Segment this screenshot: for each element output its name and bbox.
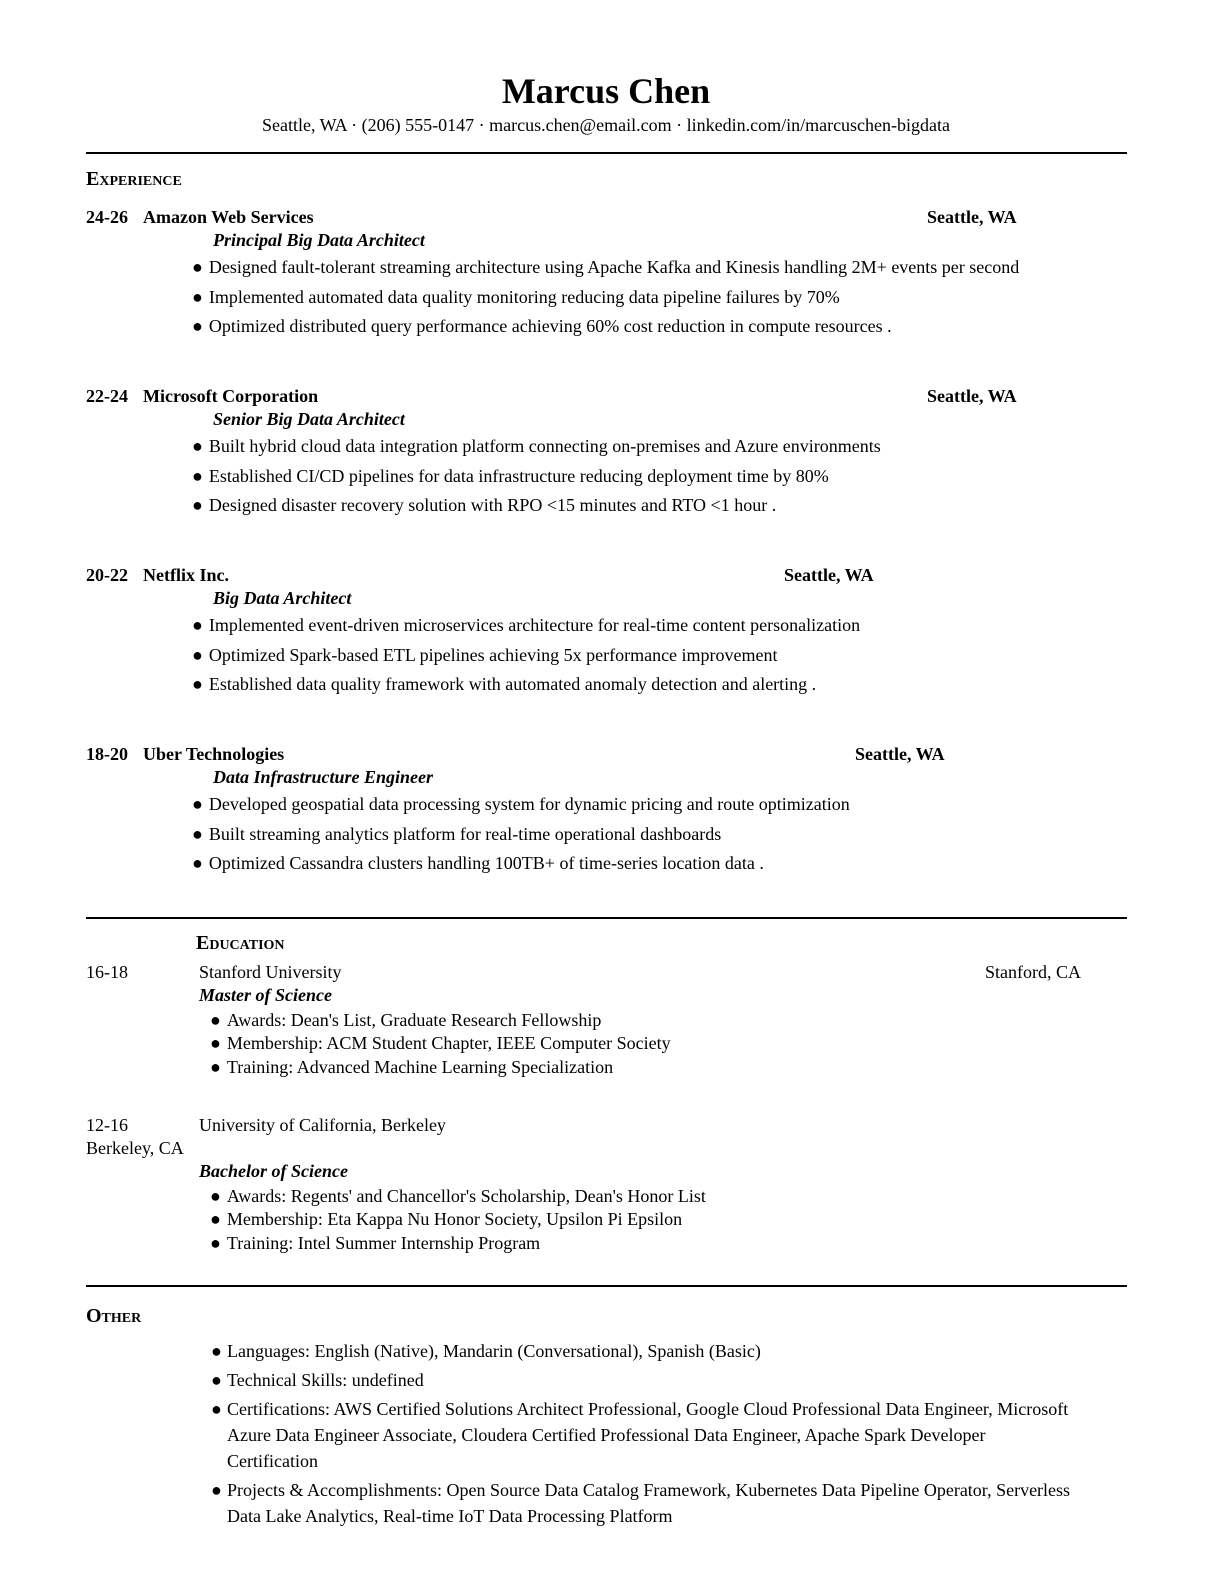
job-location: Seattle, WA [855,744,945,764]
divider [86,152,1127,154]
education-degree: Master of Science [199,985,332,1005]
education-location: Berkeley, CA [86,1138,184,1158]
bullet-icon: ● [210,1232,221,1253]
bullet-icon: ● [192,286,203,307]
bullet-icon: ● [211,1370,222,1390]
job-bullets [192,615,860,704]
bullet-icon: ● [192,495,203,515]
job-role: Senior Big Data Architect [213,409,405,429]
job-bullets [192,257,1019,346]
other-item: ● Languages: English (Native), Mandarin (Conversational), Spanish (Basic) [211,1338,1077,1364]
education-location: Stanford, CA [985,962,1081,982]
education-school: Stanford University [199,962,342,982]
divider [86,917,1127,919]
job-company: Microsoft Corporation [143,386,319,406]
bullet-item: ● Training: Advanced Machine Learning Specialization [210,1056,614,1077]
other-item: ● Projects & Accomplishments: Open Source Data Catalog Framework, Kubernetes Data Pipeline Operator, Serverless Data Lake Analytics, Real-time IoT Data Processing Platform [211,1477,1077,1529]
job-role: Data Infrastructure Engineer [213,767,434,787]
bullet-icon: ● [210,1033,221,1054]
bullet-item: ● Optimized Spark-based ETL pipelines achieving 5x performance improvement [192,644,778,665]
education-school: University of California, Berkeley [199,1115,446,1135]
bullet-icon: ● [210,1056,221,1077]
bullet-icon: ● [210,1186,221,1206]
bullet-icon: ● [192,257,203,277]
bullet-item: ● Established data quality framework with automated anomaly detection and alerting . [192,674,817,694]
other-heading: Other [86,1305,142,1327]
bullet-item: ● Training: Intel Summer Internship Program [210,1232,541,1253]
bullet-icon: ● [192,436,203,456]
education-years: 16-18 [86,962,128,982]
education-bullets [210,1010,671,1080]
bullet-icon: ● [192,465,203,486]
candidate-name: Marcus Chen [501,71,711,111]
job-location: Seattle, WA [784,565,874,585]
job-location: Seattle, WA [927,386,1017,406]
bullet-item: ● Membership: Eta Kappa Nu Honor Society, Upsilon Pi Epsilon [210,1209,683,1230]
job-years: 20-22 [86,565,128,585]
bullet-icon: ● [211,1399,222,1419]
bullet-item: ● Awards: Regents' and Chancellor's Scholarship, Dean's Honor List [210,1186,706,1206]
bullet-icon: ● [192,853,203,873]
bullet-icon: ● [210,1010,221,1030]
job-company: Uber Technologies [143,744,285,764]
bullet-icon: ● [192,644,203,665]
education-heading: Education [196,932,285,954]
job-years: 24-26 [86,207,128,227]
bullet-item: ● Established CI/CD pipelines for data infrastructure reducing deployment time by 80% [192,465,829,486]
job-company: Netflix Inc. [143,565,229,585]
other-item: ● Technical Skills: undefined [211,1367,1077,1393]
bullet-item: ● Designed disaster recovery solution with RPO <15 minutes and RTO <1 hour . [192,495,777,515]
experience-heading: Experience [86,168,182,190]
job-years: 18-20 [86,744,128,764]
job-years: 22-24 [86,386,128,406]
bullet-icon: ● [210,1209,221,1230]
bullet-icon: ● [211,1341,222,1361]
bullet-item: ● Implemented automated data quality monitoring reducing data pipeline failures by 70% [192,286,840,307]
bullet-icon: ● [192,316,203,336]
job-bullets [192,794,850,883]
bullet-item: ● Optimized Cassandra clusters handling 100TB+ of time-series location data . [192,853,764,873]
bullet-icon: ● [192,823,203,844]
education-bullets [210,1186,706,1256]
bullet-icon: ● [211,1480,222,1500]
bullet-icon: ● [192,794,203,814]
job-location: Seattle, WA [927,207,1017,227]
bullet-item: ● Implemented event-driven microservices architecture for real-time content personalization [192,615,861,635]
bullet-icon: ● [192,674,203,694]
education-degree: Bachelor of Science [199,1161,348,1181]
bullet-item: ● Awards: Dean's List, Graduate Research Fellowship [210,1010,602,1030]
bullet-item: ● Designed fault-tolerant streaming architecture using Apache Kafka and Kinesis handling 2M+ events per second [192,257,1020,277]
divider [86,1285,1127,1287]
bullet-item: ● Built streaming analytics platform for real-time operational dashboards [192,823,722,844]
bullet-item: ● Built hybrid cloud data integration platform connecting on-premises and Azure environments [192,436,881,456]
bullet-item: ● Developed geospatial data processing system for dynamic pricing and route optimization [192,794,850,814]
contact-line: Seattle, WA · (206) 555-0147 · marcus.chen@email.com · linkedin.com/in/marcuschen-bigdata [261,115,951,135]
bullet-icon: ● [192,615,203,635]
job-bullets [192,436,881,525]
education-years: 12-16 [86,1115,128,1135]
bullet-item: ● Optimized distributed query performance achieving 60% cost reduction in compute resources . [192,316,892,336]
other-item: ● Certifications: AWS Certified Solutions Architect Professional, Google Cloud Professional Data Engineer, Microsoft Azure Data Engineer Associate, Cloudera Certified Professional Data Engineer, Apache Spark Developer Certification [211,1396,1077,1474]
bullet-item: ● Membership: ACM Student Chapter, IEEE Computer Society [210,1033,671,1054]
job-role: Principal Big Data Architect [213,230,425,250]
job-company: Amazon Web Services [143,207,314,227]
other-list [211,1338,1077,1532]
job-role: Big Data Architect [213,588,352,608]
